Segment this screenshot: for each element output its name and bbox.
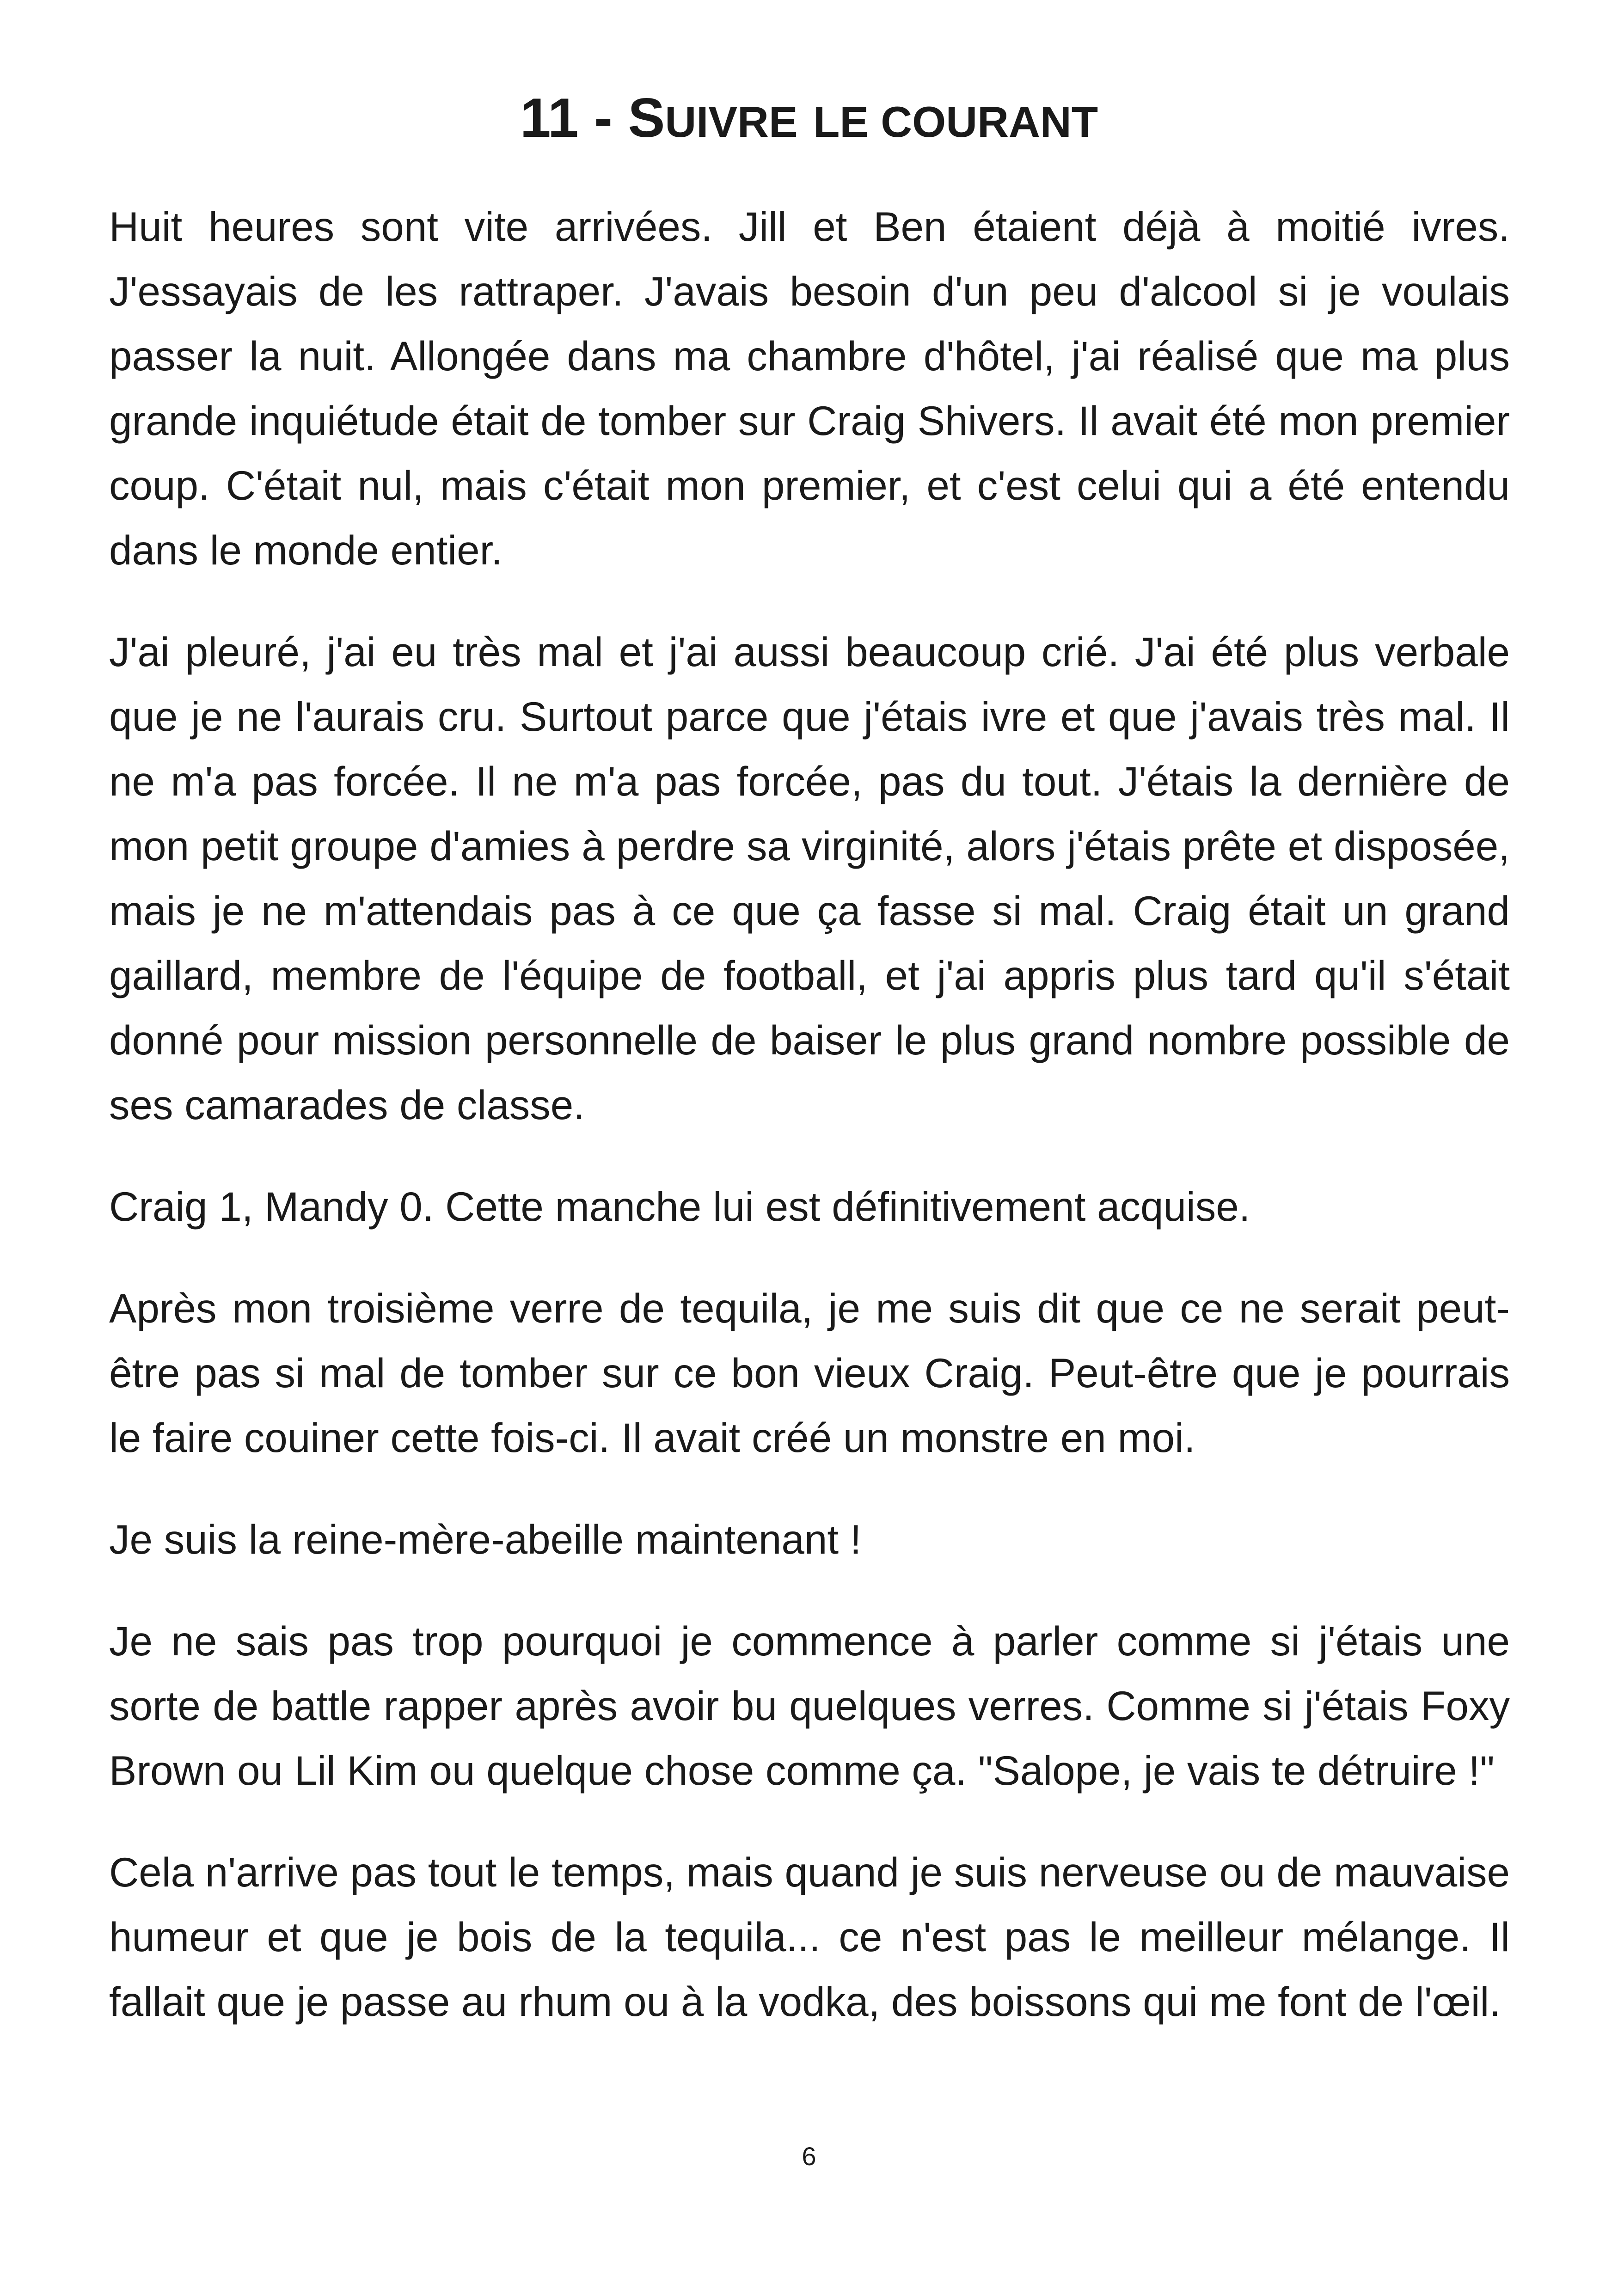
paragraph-5: Je suis la reine-mère-abeille maintenant ! [109,1516,862,1562]
paragraph-6: Je ne sais pas trop pourquoi je commence à parler comme si j'étais une sorte de battle rapper après avoir bu quelques verres. Comme si j'étais Foxy Brown ou Lil Kim ou quelque chose comme ça. "Salope, je vais te détruire !" [109,1618,1510,1794]
paragraph-4: Après mon troisième verre de tequila, je me suis dit que ce ne serait peut-être pas si mal de tomber sur ce bon vieux Craig. Peut-être que je pourrais le faire couiner cette fois-ci. Il avait créé un monstre en moi. [109,1285,1510,1461]
paragraph-1: Huit heures sont vite arrivées. Jill et Ben étaient déjà à moitié ivres. J'essayais de les rattraper. J'avais besoin d'un peu d'alcool si je voulais passer la nuit. Allongée dans ma chambre d'hôtel, j'ai réalisé que ma plus grande inquiétude était de tomber sur Craig Shivers. Il avait été mon premier coup. C'était nul, mais c'était mon premier, et c'est celui qui a été entendu dans le monde entier. [109,203,1510,573]
chapter-number: 11 - [520,87,613,149]
chapter-title-initial: S [628,87,665,149]
paragraph-7: Cela n'arrive pas tout le temps, mais quand je suis nerveuse ou de mauvaise humeur et que je bois de la tequila... ce n'est pas le meilleur mélange. Il fallait que je passe au rhum ou à la vodka, des boissons qui me font de l'œil. [109,1849,1510,2025]
chapter-body [109,194,1510,2071]
paragraph-2: J'ai pleuré, j'ai eu très mal et j'ai aussi beaucoup crié. J'ai été plus verbale que je ne l'aurais cru. Surtout parce que j'étais ivre et que j'avais très mal. Il ne m'a pas forcée. Il ne m'a pas forcée, pas du tout. J'étais la dernière de mon petit groupe d'amies à perdre sa virginité, alors j'étais prête et disposée, mais je ne m'attendais pas à ce que ça fasse si mal. Craig était un grand gaillard, membre de l'équipe de football, et j'ai appris plus tard qu'il s'était donné pour mission personnelle de baiser le plus grand nombre possible de ses camarades de classe. [109,629,1510,1128]
page-number: 6 [802,2142,816,2171]
chapter-title-word: UIVRE [665,98,798,146]
paragraph-3: Craig 1, Mandy 0. Cette manche lui est définitivement acquise. [109,1183,1250,1230]
chapter-title [0,79,1618,161]
chapter-title-rest: LE COURANT [813,98,1098,146]
